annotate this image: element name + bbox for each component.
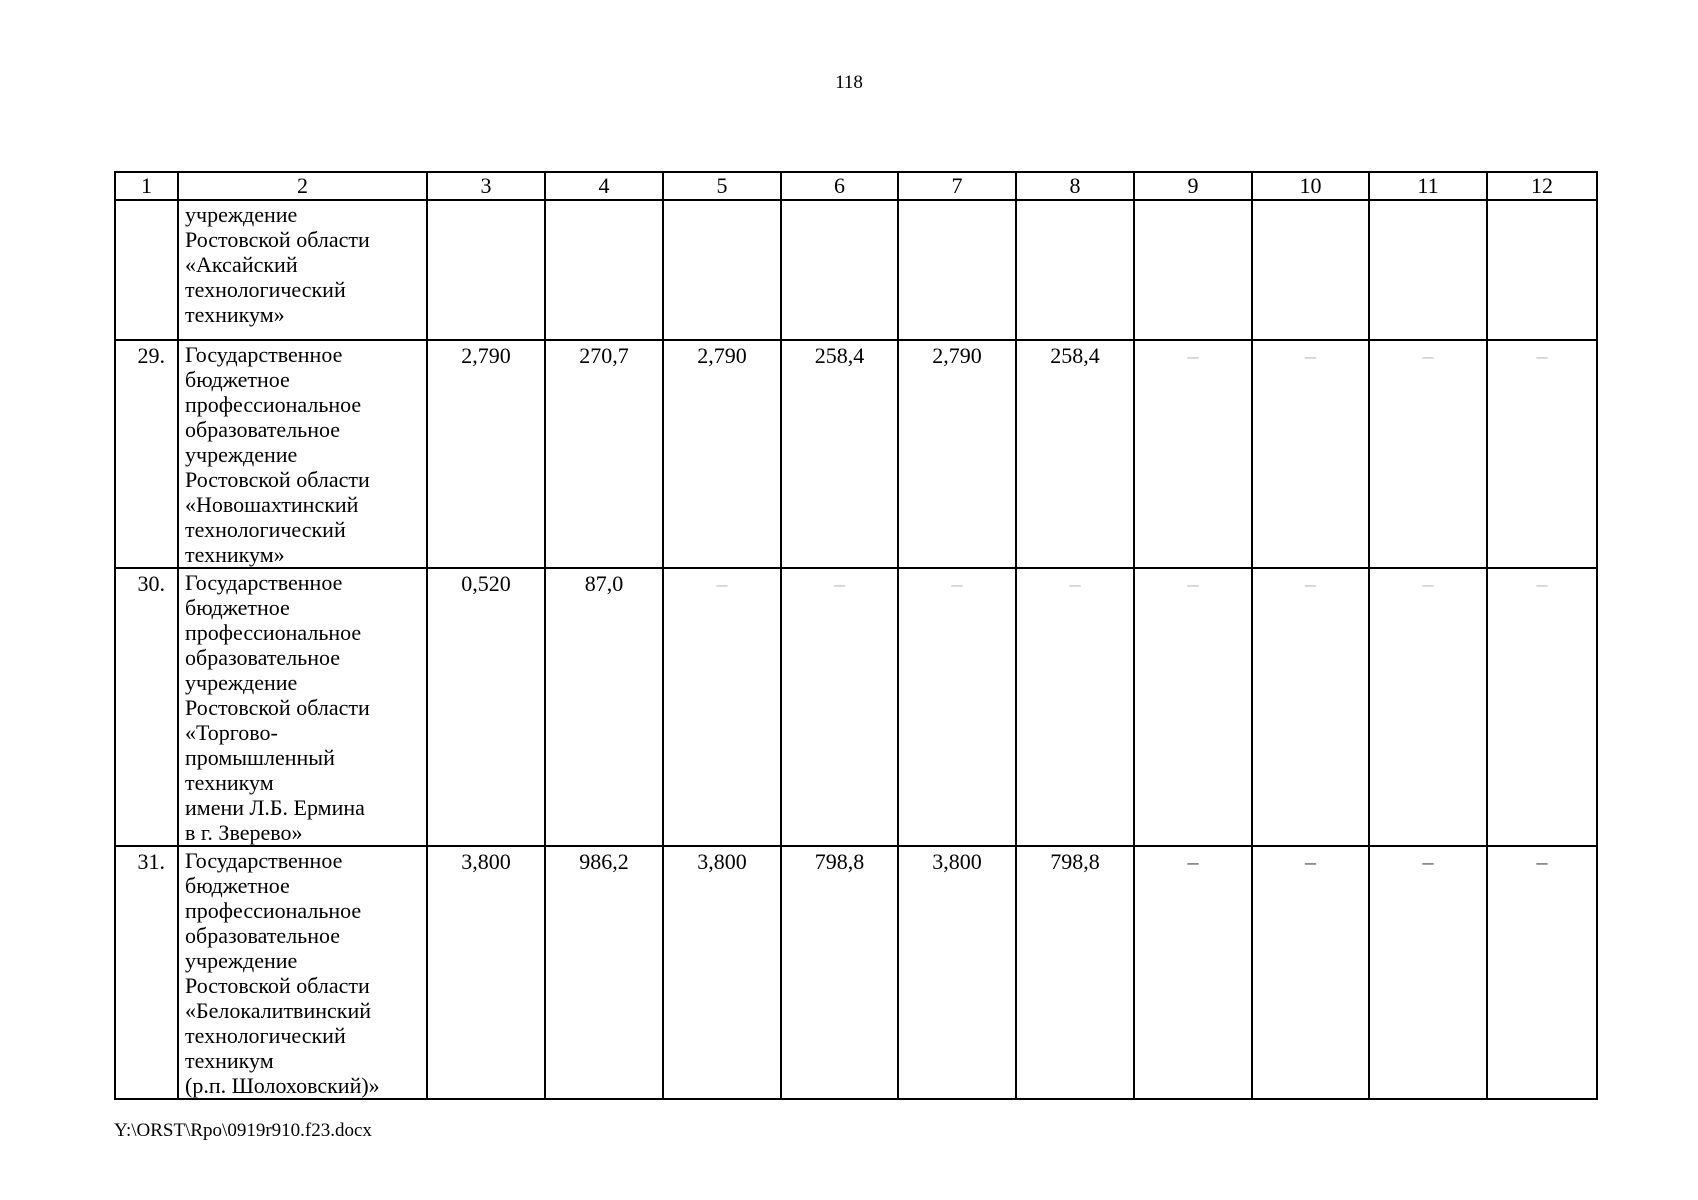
value-cell	[898, 200, 1016, 340]
header-cell: 9	[1134, 172, 1252, 200]
value-cell: –	[1369, 340, 1487, 568]
value-cell: 798,8	[781, 846, 898, 1099]
value-cell: –	[1252, 340, 1369, 568]
institution-name: Государственное бюджетное профессиональное образовательное учреждение Ростовской области «Торгово- промышленный техникум имени Л.Б. Ермина в г. Зверево»	[178, 568, 427, 846]
value-cell: –	[1134, 340, 1252, 568]
header-cell: 2	[178, 172, 427, 200]
header-cell: 11	[1369, 172, 1487, 200]
row-number	[115, 200, 178, 340]
value-cell: 87,0	[545, 568, 663, 846]
header-cell: 1	[115, 172, 178, 200]
value-cell	[427, 200, 545, 340]
value-cell: –	[1134, 568, 1252, 846]
value-cell	[1134, 200, 1252, 340]
header-cell: 6	[781, 172, 898, 200]
value-cell: –	[1487, 846, 1597, 1099]
value-cell: 270,7	[545, 340, 663, 568]
table-row	[115, 568, 1597, 846]
value-cell: 986,2	[545, 846, 663, 1099]
footer-file-path: Y:\ORST\Rpo\0919r910.f23.docx	[114, 1120, 372, 1141]
table-row	[115, 340, 1597, 568]
value-cell: 258,4	[1016, 340, 1134, 568]
header-cell: 10	[1252, 172, 1369, 200]
value-cell: –	[1487, 568, 1597, 846]
row-number: 31.	[115, 846, 178, 1099]
table-row	[115, 200, 1597, 340]
value-cell: –	[1369, 568, 1487, 846]
header-cell: 4	[545, 172, 663, 200]
data-table	[114, 171, 1598, 1100]
value-cell: 258,4	[781, 340, 898, 568]
value-cell: –	[1252, 846, 1369, 1099]
value-cell: 3,800	[427, 846, 545, 1099]
value-cell	[663, 200, 781, 340]
header-cell: 3	[427, 172, 545, 200]
header-cell: 8	[1016, 172, 1134, 200]
value-cell	[545, 200, 663, 340]
value-cell: –	[898, 568, 1016, 846]
institution-name: учреждение Ростовской области «Аксайский технологический техникум»	[178, 200, 427, 340]
value-cell: –	[1487, 340, 1597, 568]
value-cell: –	[1134, 846, 1252, 1099]
row-number: 30.	[115, 568, 178, 846]
table-row	[115, 846, 1597, 1099]
row-number: 29.	[115, 340, 178, 568]
value-cell: –	[1016, 568, 1134, 846]
header-cell: 5	[663, 172, 781, 200]
table-header-row	[115, 172, 1597, 200]
value-cell	[1252, 200, 1369, 340]
value-cell	[1369, 200, 1487, 340]
institution-name: Государственное бюджетное профессиональное образовательное учреждение Ростовской области «Новошахтинский технологический техникум»	[178, 340, 427, 568]
value-cell: –	[1252, 568, 1369, 846]
value-cell	[1487, 200, 1597, 340]
value-cell: 798,8	[1016, 846, 1134, 1099]
header-cell: 7	[898, 172, 1016, 200]
value-cell: 3,800	[663, 846, 781, 1099]
value-cell: 0,520	[427, 568, 545, 846]
page-number: 118	[835, 72, 863, 93]
value-cell: 2,790	[427, 340, 545, 568]
value-cell: 2,790	[898, 340, 1016, 568]
value-cell	[1016, 200, 1134, 340]
value-cell: –	[781, 568, 898, 846]
value-cell: –	[663, 568, 781, 846]
value-cell	[781, 200, 898, 340]
institution-name: Государственное бюджетное профессиональное образовательное учреждение Ростовской области «Белокалитвинский технологический техникум (р.п. Шолоховский)»	[178, 846, 427, 1099]
value-cell: 2,790	[663, 340, 781, 568]
header-cell: 12	[1487, 172, 1597, 200]
value-cell: 3,800	[898, 846, 1016, 1099]
value-cell: –	[1369, 846, 1487, 1099]
